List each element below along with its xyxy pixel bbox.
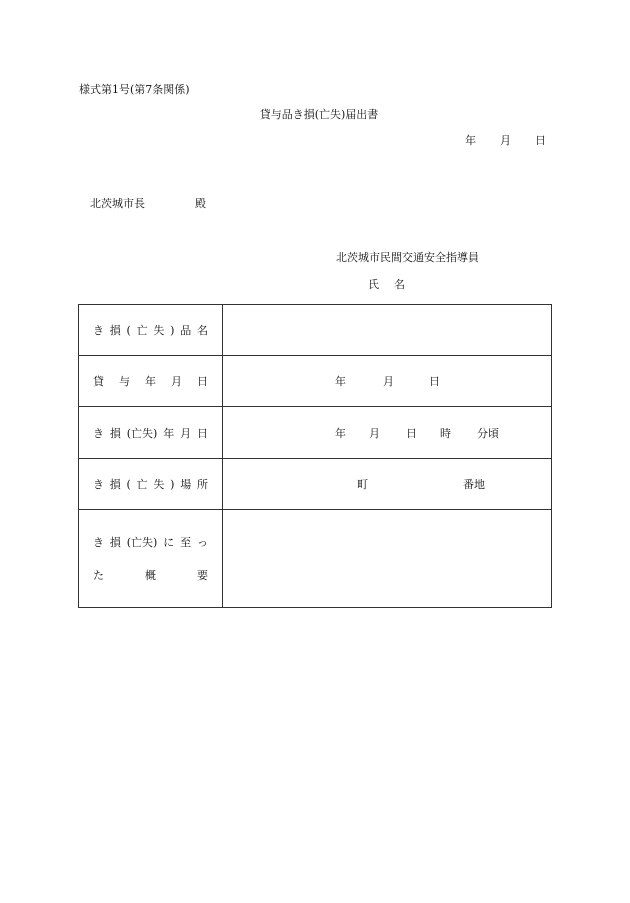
label-damage-place: き 損 ( 亡 失 ) 場 所 bbox=[79, 459, 223, 510]
label-damage-summary: き 損 (亡失) に 至 っ た 概 要 bbox=[79, 510, 223, 608]
field-damage-date[interactable]: 年 月 日 時 分頃 bbox=[223, 407, 552, 459]
table-row-loan-date bbox=[79, 356, 552, 407]
report-table bbox=[78, 304, 552, 608]
label-damaged-item: き 損 ( 亡 失 ) 品 名 bbox=[79, 305, 223, 356]
table-row-damaged-item bbox=[79, 305, 552, 356]
date-month-label: 月 bbox=[500, 134, 511, 147]
label-loan-date: 貸 与 年 月 日 bbox=[79, 356, 223, 407]
addressee-honorific: 殿 bbox=[195, 197, 206, 210]
name-label-second: 名 bbox=[394, 278, 405, 291]
date-day-label: 日 bbox=[535, 134, 546, 147]
addressee-name: 北茨城市長 bbox=[90, 197, 145, 210]
field-damage-summary[interactable] bbox=[223, 510, 552, 608]
applicant-organization: 北茨城市民間交通安全指導員 bbox=[336, 251, 479, 264]
label-damage-date: き 損 (亡失) 年 月 日 bbox=[79, 407, 223, 459]
field-damaged-item[interactable] bbox=[223, 305, 552, 356]
table-row-damage-summary bbox=[79, 510, 552, 608]
document-title: 貸与品き損(亡失)届出書 bbox=[259, 108, 379, 121]
field-loan-date[interactable]: 年 月 日 bbox=[223, 356, 552, 407]
addressee bbox=[90, 195, 206, 211]
form-number: 様式第1号(第7条関係) bbox=[79, 83, 190, 96]
date-year-label: 年 bbox=[465, 134, 476, 147]
table-row-damage-place bbox=[79, 459, 552, 510]
name-label-first: 氏 bbox=[368, 278, 379, 291]
field-damage-place[interactable]: 町 番地 bbox=[223, 459, 552, 510]
table-row-damage-date bbox=[79, 407, 552, 459]
